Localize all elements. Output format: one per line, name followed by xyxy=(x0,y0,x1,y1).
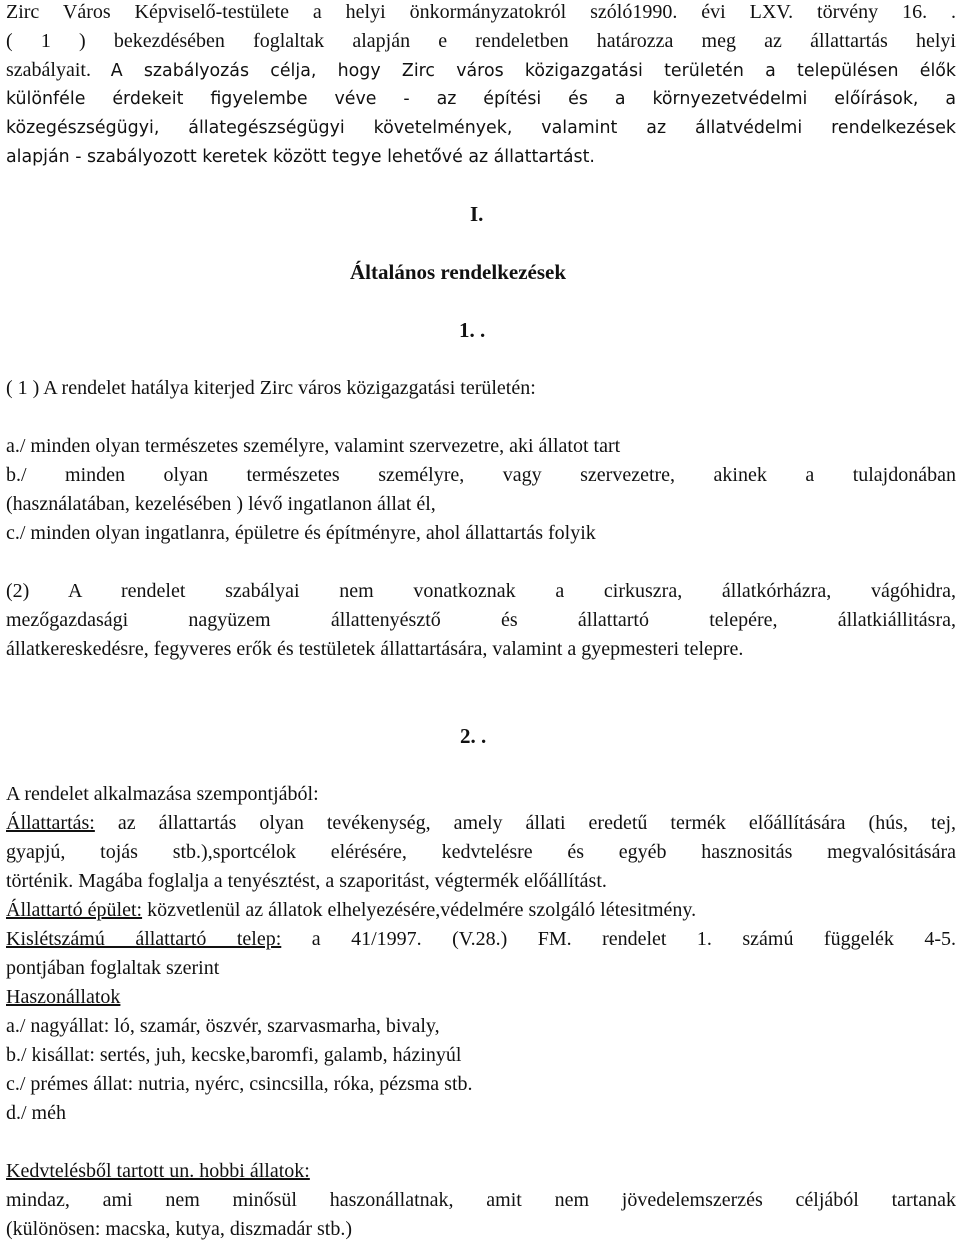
intro-line-5: közegészségügyi, állategészségügyi követelmények, valamint az állatvédelmi rendelkezések xyxy=(6,118,956,138)
intro-line-4: különféle érdekeit figyelembe véve - az építési és a környezetvédelmi előírások, a xyxy=(6,89,956,109)
haszonallat-item-c: c./ prémes állat: nutria, nyérc, csincsilla, róka, pézsma stb. xyxy=(6,1073,473,1095)
exclusion-line-3: állatkereskedésre, fegyveres erők és testületek állattartására, valamint a gyepmesteri telepre. xyxy=(6,638,744,660)
definition-allattartas-line-1 xyxy=(6,809,956,838)
intro-line-3 xyxy=(6,56,956,85)
scope-item-b-line-1: b./ minden olyan természetes személyre, vagy szervezetre, akinek a tulajdonában xyxy=(6,464,956,486)
definition-epulet-text: közvetlenül az állatok elhelyezésére,védelmére szolgáló létesitmény. xyxy=(147,899,697,921)
definition-allattartas-text-1: az állattartás olyan tevékenység, amely állati eredetű termék előállítására (hús, tej, xyxy=(117,812,956,834)
exclusion-line-1: (2) A rendelet szabályai nem vonatkoznak a cirkuszra, állatkórházra, vágóhidra, xyxy=(6,580,956,602)
exclusion-line-2: mezőgazdasági nagyüzem állattenyésztő és állattartó telepére, állatkiállitásra, xyxy=(6,609,956,631)
definition-allattartas-line-3: történik. Magába foglalja a tenyésztést, a szaporitást, végtermék előállítást. xyxy=(6,870,607,892)
intro-line-2: ( 1 ) bekezdésében foglaltak alapján e rendeletben határozza meg az állattartás helyi xyxy=(6,30,956,52)
term-hobbi-allatok: Kedvtelésből tartott un. hobbi állatok: xyxy=(6,1160,310,1182)
term-kisletszamu-telep: Kislétszámú állattartó telep: xyxy=(6,928,282,950)
intro-paragraph xyxy=(6,0,956,172)
definition-telep-line-1 xyxy=(6,925,956,954)
scope-item-a: a./ minden olyan természetes személyre, valamint szervezetre, aki állatot tart xyxy=(6,435,621,457)
definition-telep-text-1: a 41/1997. (V.28.) FM. rendelet 1. számú függelék 4-5. xyxy=(311,928,956,950)
section-1-body xyxy=(6,374,956,664)
section-2-heading: 2. . xyxy=(460,724,487,748)
definition-epulet xyxy=(6,896,956,925)
scope-item-b-line-2: (használatában, kezelésében ) lévő ingatlanon állat él, xyxy=(6,493,436,515)
blank-line xyxy=(6,403,956,432)
blank-line xyxy=(6,548,956,577)
definition-hobbi-line-1: mindaz, ami nem minősül haszonállatnak, amit nem jövedelemszerzés céljából tartanak xyxy=(6,1189,956,1211)
intro-line-1: Zirc Város Képviselő-testülete a helyi önkormányzatokról szóló1990. évi LXV. törvény 16. . xyxy=(6,1,956,23)
section-1-heading: 1. . xyxy=(459,318,486,342)
blank-line xyxy=(6,1128,956,1157)
term-allattarto-epulet: Állattartó épület: xyxy=(6,899,143,921)
section-2-body xyxy=(6,780,956,1244)
term-haszonallatok: Haszonállatok xyxy=(6,986,121,1008)
section-1-paragraph-1: ( 1 ) A rendelet hatálya kiterjed Zirc város közigazgatási területén: xyxy=(6,377,536,399)
haszonallat-item-d: d./ méh xyxy=(6,1102,66,1124)
definition-allattartas-line-2: gyapjú, tojás stb.),sportcélok elérésére, kedvtelésre és egyéb hasznositás megvalósitására xyxy=(6,841,956,863)
chapter-number: I. xyxy=(470,202,484,226)
definition-hobbi-line-2: (különösen: macska, kutya, diszmadár stb.) xyxy=(6,1218,353,1240)
term-allattartas: Állattartás: xyxy=(6,812,95,834)
haszonallat-item-b: b./ kisállat: sertés, juh, kecske,baromfi, galamb, házinyúl xyxy=(6,1044,462,1066)
chapter-title: Általános rendelkezések xyxy=(350,260,567,284)
haszonallat-item-a: a./ nagyállat: ló, szamár, öszvér, szarvasmarha, bivaly, xyxy=(6,1015,440,1037)
definitions-intro: A rendelet alkalmazása szempontjából: xyxy=(6,783,319,805)
scope-item-c: c./ minden olyan ingatlanra, épületre és építményre, ahol állattartás folyik xyxy=(6,522,596,544)
intro-line-6: alapján - szabályozott keretek között tegye lehetővé az állattartást. xyxy=(6,147,595,167)
intro-line-3-end: A szabályozás célja, hogy Zirc város közigazgatási területén a településen élők xyxy=(110,61,956,81)
definition-telep-line-2: pontjában foglaltak szerint xyxy=(6,957,220,979)
intro-line-3-start: szabályait. xyxy=(6,59,91,81)
